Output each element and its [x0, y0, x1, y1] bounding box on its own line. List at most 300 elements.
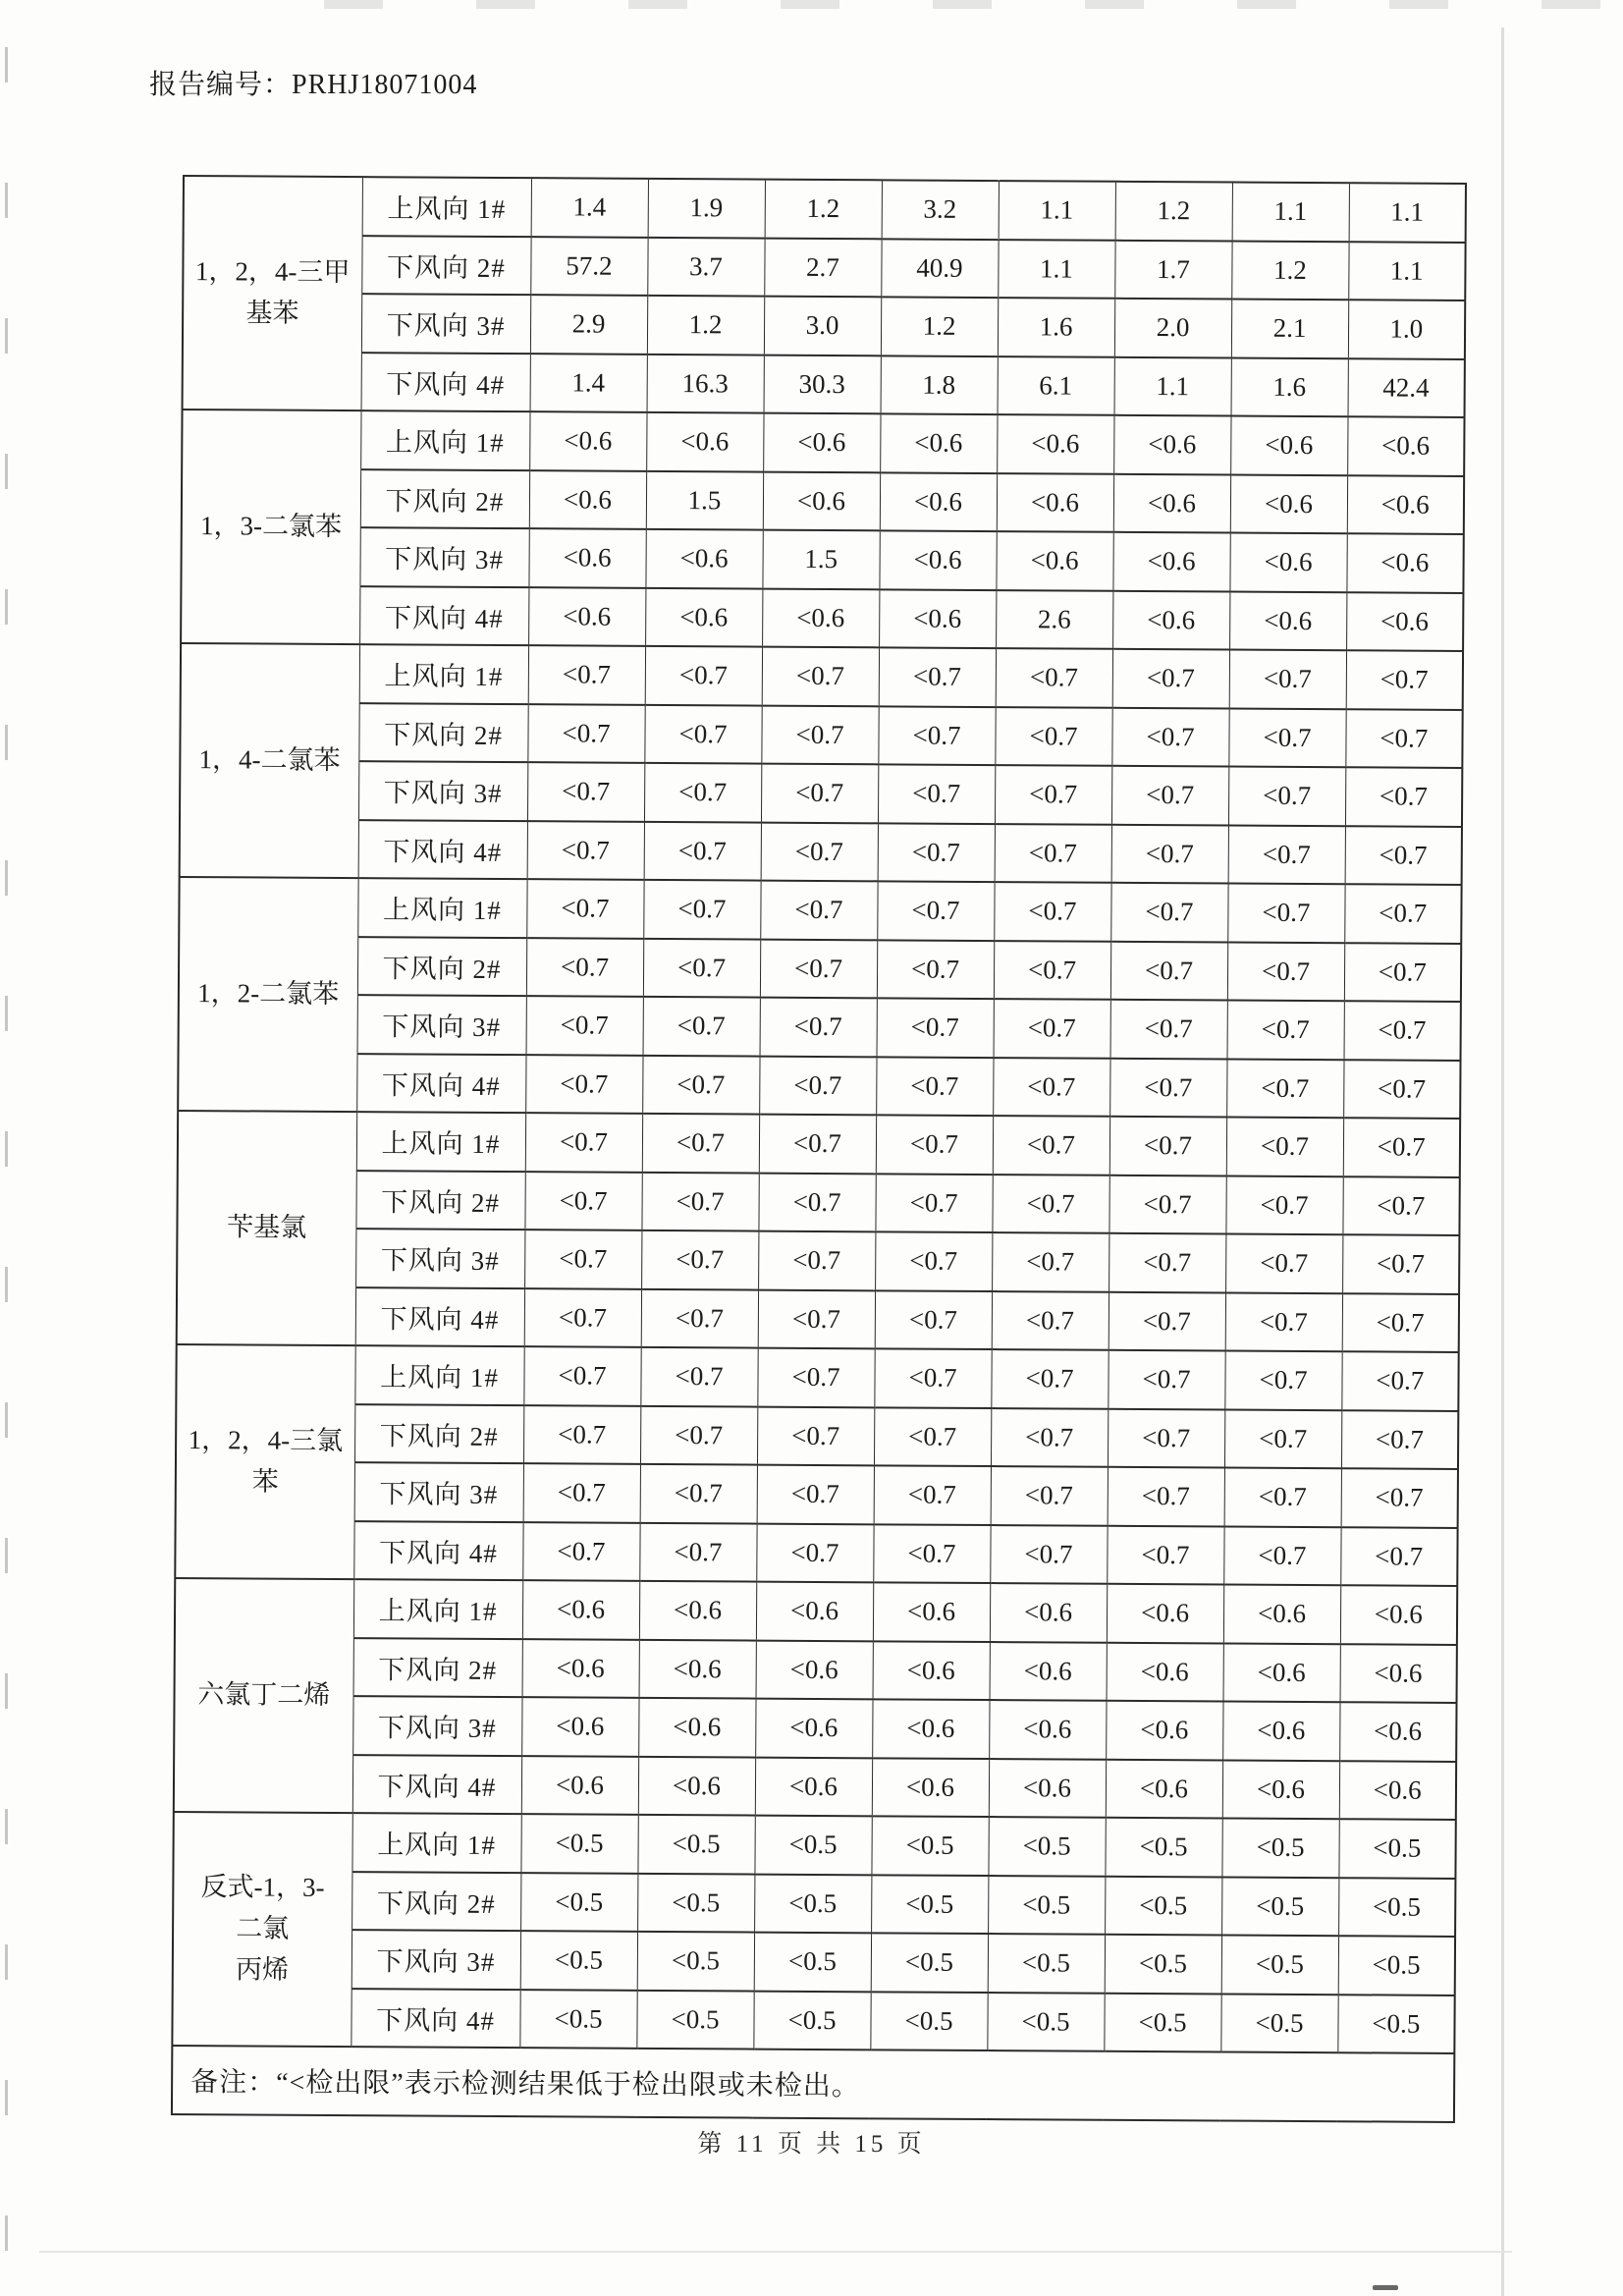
- result-value-cell: 16.3: [647, 354, 764, 412]
- result-value-cell: <0.5: [1220, 1994, 1337, 2052]
- result-value-cell: 1.2: [647, 296, 764, 355]
- table-row: [182, 468, 1464, 534]
- result-value-cell: <0.7: [639, 1522, 756, 1581]
- result-value-cell: <0.7: [875, 1290, 992, 1349]
- result-value-cell: <0.7: [995, 707, 1111, 766]
- result-value-cell: <0.6: [989, 1759, 1106, 1818]
- result-value-cell: 1.5: [762, 530, 879, 589]
- result-value-cell: <0.7: [761, 705, 878, 764]
- result-value-cell: <0.5: [754, 1874, 871, 1933]
- sampling-point-cell: 下风向 2#: [353, 1638, 522, 1698]
- result-value-cell: <0.5: [1105, 1935, 1221, 1994]
- result-value-cell: <0.7: [644, 763, 761, 822]
- table-row: [183, 235, 1465, 301]
- result-value-cell: <0.5: [871, 1933, 988, 1992]
- note-row: [172, 2046, 1454, 2122]
- result-value-cell: <0.7: [1346, 650, 1463, 709]
- sampling-point-cell: 下风向 2#: [354, 1404, 523, 1464]
- result-value-cell: <0.6: [528, 528, 645, 587]
- result-value-cell: <0.7: [1109, 1291, 1225, 1350]
- sampling-point-cell: 下风向 2#: [355, 1171, 524, 1230]
- result-value-cell: <0.6: [763, 471, 880, 530]
- result-value-cell: <0.6: [528, 587, 645, 646]
- result-value-cell: <0.6: [1340, 1585, 1457, 1644]
- result-value-cell: 1.4: [530, 354, 647, 412]
- result-value-cell: 1.1: [999, 181, 1115, 240]
- table-row: [177, 1228, 1459, 1293]
- result-value-cell: 1.7: [1114, 240, 1231, 299]
- result-value-cell: <0.7: [1224, 1351, 1341, 1410]
- result-value-cell: <0.7: [526, 996, 643, 1055]
- result-value-cell: 42.4: [1348, 358, 1465, 417]
- result-value-cell: <0.7: [873, 1524, 990, 1583]
- sampling-point-cell: 下风向 2#: [361, 236, 530, 296]
- result-value-cell: <0.6: [755, 1757, 872, 1816]
- result-value-cell: <0.6: [1347, 416, 1464, 475]
- result-value-cell: <0.7: [878, 823, 995, 882]
- sampling-point-cell: 下风向 4#: [359, 586, 528, 646]
- result-value-cell: <0.6: [1106, 1701, 1222, 1760]
- result-value-cell: <0.7: [876, 1115, 993, 1174]
- result-value-cell: <0.7: [1342, 1234, 1459, 1293]
- result-value-cell: <0.5: [870, 1992, 987, 2050]
- result-value-cell: <0.7: [1107, 1525, 1223, 1584]
- result-value-cell: <0.7: [526, 879, 643, 938]
- result-value-cell: <0.7: [759, 1056, 876, 1115]
- table-row: [179, 994, 1461, 1060]
- result-value-cell: <0.7: [874, 1348, 991, 1407]
- result-value-cell: <0.5: [753, 1991, 870, 2050]
- result-value-cell: <0.7: [879, 647, 996, 706]
- result-value-cell: <0.6: [1230, 416, 1347, 475]
- result-value-cell: <0.7: [878, 706, 995, 765]
- result-value-cell: <0.7: [1345, 826, 1462, 885]
- result-value-cell: <0.7: [524, 1288, 641, 1347]
- result-value-cell: 1.9: [648, 179, 765, 238]
- result-value-cell: <0.7: [1223, 1526, 1340, 1585]
- compound-name-cell: 1，2，4-三氯 苯: [175, 1344, 354, 1579]
- result-value-cell: <0.6: [1113, 473, 1230, 532]
- result-value-cell: <0.6: [1339, 1702, 1456, 1761]
- result-value-cell: <0.6: [1229, 591, 1346, 650]
- result-value-cell: <0.7: [876, 1057, 993, 1116]
- sampling-point-cell: 下风向 4#: [352, 1755, 521, 1815]
- result-value-cell: <0.7: [640, 1464, 757, 1523]
- result-value-cell: 40.9: [881, 239, 998, 298]
- result-value-cell: <0.6: [997, 414, 1113, 473]
- results-table: [171, 175, 1465, 2123]
- table-row: [173, 1870, 1455, 1936]
- result-value-cell: <0.7: [990, 1525, 1107, 1584]
- result-value-cell: <0.7: [1229, 650, 1346, 709]
- scan-speck: [1373, 2285, 1398, 2290]
- result-value-cell: <0.7: [762, 647, 879, 706]
- result-value-cell: <0.7: [1109, 1117, 1226, 1175]
- result-value-cell: <0.6: [989, 1700, 1106, 1759]
- result-value-cell: <0.7: [527, 762, 644, 821]
- result-value-cell: 1.5: [646, 470, 763, 529]
- result-value-cell: <0.7: [645, 646, 762, 705]
- result-value-cell: <0.7: [991, 1408, 1108, 1467]
- table-row: [175, 1578, 1457, 1644]
- result-value-cell: <0.7: [996, 648, 1112, 707]
- sampling-point-cell: 上风向 1#: [356, 1112, 525, 1172]
- result-value-cell: <0.6: [1106, 1759, 1222, 1818]
- result-value-cell: <0.7: [993, 1058, 1109, 1117]
- result-value-cell: <0.6: [879, 589, 996, 648]
- result-value-cell: <0.7: [524, 1230, 641, 1288]
- result-value-cell: <0.7: [1112, 649, 1229, 708]
- result-value-cell: 6.1: [998, 356, 1114, 415]
- result-value-cell: <0.5: [1104, 1993, 1220, 2051]
- result-value-cell: 1.2: [1115, 182, 1232, 241]
- sampling-point-cell: 下风向 3#: [361, 294, 530, 354]
- result-value-cell: 1.6: [1231, 357, 1348, 416]
- table-row: [174, 1695, 1456, 1761]
- result-value-cell: <0.7: [1227, 1001, 1344, 1060]
- sampling-point-cell: 下风向 4#: [353, 1521, 522, 1581]
- result-value-cell: <0.6: [997, 473, 1113, 532]
- result-value-cell: <0.7: [644, 821, 761, 880]
- result-value-cell: <0.6: [1229, 533, 1346, 592]
- result-value-cell: <0.7: [1228, 767, 1345, 826]
- result-value-cell: <0.7: [992, 1175, 1109, 1233]
- result-value-cell: <0.6: [522, 1580, 639, 1639]
- result-value-cell: <0.7: [523, 1346, 640, 1405]
- result-value-cell: 1.1: [1232, 183, 1349, 242]
- result-value-cell: <0.5: [871, 1816, 988, 1875]
- result-value-cell: <0.7: [875, 1174, 992, 1232]
- table-row: [176, 1461, 1458, 1527]
- result-value-cell: 1.1: [998, 240, 1114, 299]
- result-value-cell: <0.7: [1344, 943, 1461, 1002]
- result-value-cell: <0.6: [990, 1583, 1107, 1642]
- result-value-cell: <0.6: [1107, 1642, 1223, 1701]
- result-value-cell: <0.6: [1107, 1584, 1223, 1643]
- result-value-cell: <0.6: [639, 1581, 756, 1640]
- result-value-cell: <0.5: [1221, 1877, 1338, 1936]
- result-value-cell: <0.5: [520, 1873, 637, 1932]
- result-value-cell: <0.6: [879, 530, 996, 589]
- result-value-cell: <0.7: [874, 1407, 991, 1466]
- result-value-cell: <0.5: [754, 1933, 871, 1992]
- result-value-cell: <0.7: [760, 998, 877, 1057]
- table-row: [181, 584, 1463, 650]
- result-value-cell: <0.6: [990, 1642, 1107, 1701]
- result-value-cell: 2.1: [1231, 300, 1348, 358]
- result-value-cell: <0.7: [1228, 708, 1345, 767]
- result-value-cell: <0.6: [755, 1699, 872, 1758]
- result-value-cell: <0.7: [757, 1348, 874, 1407]
- result-value-cell: 1.6: [998, 298, 1114, 356]
- result-value-cell: <0.7: [759, 1115, 876, 1174]
- results-table-body: [172, 176, 1466, 2053]
- result-value-cell: <0.7: [991, 1349, 1108, 1408]
- result-value-cell: <0.6: [763, 413, 880, 472]
- result-value-cell: 30.3: [764, 355, 881, 413]
- result-value-cell: <0.7: [527, 821, 644, 880]
- compound-name-cell: 1，2，4-三甲 基苯: [183, 176, 362, 410]
- result-value-cell: <0.7: [760, 881, 877, 940]
- table-row: [183, 352, 1465, 417]
- result-value-cell: <0.6: [872, 1699, 989, 1758]
- result-value-cell: <0.7: [877, 881, 994, 940]
- sampling-point-cell: 上风向 1#: [360, 410, 529, 470]
- result-value-cell: 2.0: [1114, 299, 1231, 357]
- result-value-cell: 3.0: [764, 297, 881, 355]
- result-value-cell: <0.5: [987, 1993, 1104, 2051]
- result-value-cell: <0.7: [641, 1288, 758, 1347]
- result-value-cell: <0.7: [875, 1231, 992, 1290]
- result-value-cell: <0.7: [1227, 942, 1344, 1001]
- result-value-cell: <0.7: [1110, 941, 1227, 1000]
- result-value-cell: <0.6: [1347, 475, 1464, 534]
- table-row: [182, 410, 1464, 475]
- sampling-point-cell: 上风向 1#: [352, 1813, 520, 1873]
- result-value-cell: 3.7: [647, 237, 764, 296]
- sampling-point-cell: 下风向 2#: [352, 1872, 520, 1932]
- result-value-cell: <0.7: [1226, 1059, 1343, 1118]
- result-value-cell: <0.7: [995, 824, 1111, 883]
- note-text: 备注：“<检出限”表示检测结果低于检出限或未检出。: [172, 2046, 1454, 2122]
- sampling-point-cell: 下风向 3#: [354, 1462, 523, 1522]
- table-row: [173, 1929, 1455, 1995]
- result-value-cell: <0.7: [1341, 1351, 1458, 1410]
- result-value-cell: <0.7: [524, 1172, 641, 1230]
- result-value-cell: <0.7: [760, 939, 877, 998]
- result-value-cell: <0.7: [1345, 767, 1462, 826]
- sampling-point-cell: 下风向 4#: [355, 1287, 524, 1347]
- result-value-cell: <0.6: [756, 1640, 873, 1699]
- result-value-cell: <0.5: [1338, 1878, 1455, 1937]
- result-value-cell: <0.6: [529, 470, 646, 529]
- result-value-cell: <0.7: [757, 1406, 874, 1465]
- result-value-cell: <0.7: [1340, 1527, 1457, 1586]
- result-value-cell: <0.7: [1111, 824, 1228, 883]
- result-value-cell: <0.6: [1222, 1702, 1339, 1761]
- result-value-cell: <0.5: [1105, 1876, 1221, 1935]
- result-value-cell: <0.7: [878, 764, 995, 823]
- result-value-cell: <0.7: [994, 999, 1110, 1058]
- compound-name-cell: 六氯丁二烯: [174, 1578, 353, 1813]
- binding-marks: [5, 47, 8, 2251]
- result-value-cell: <0.7: [644, 704, 761, 763]
- result-value-cell: <0.7: [1111, 766, 1228, 825]
- result-value-cell: <0.7: [1342, 1176, 1459, 1235]
- result-value-cell: <0.7: [1111, 707, 1228, 766]
- sampling-point-cell: 下风向 4#: [351, 1989, 519, 2049]
- sampling-point-cell: 上风向 1#: [357, 878, 526, 938]
- result-value-cell: <0.7: [1344, 884, 1461, 943]
- result-value-cell: <0.6: [1230, 474, 1347, 533]
- result-value-cell: <0.7: [643, 938, 760, 997]
- sampling-point-cell: 下风向 2#: [357, 937, 526, 997]
- result-value-cell: <0.5: [988, 1876, 1105, 1935]
- result-value-cell: <0.6: [521, 1756, 638, 1815]
- result-value-cell: <0.7: [526, 938, 643, 997]
- result-value-cell: <0.7: [523, 1463, 640, 1522]
- sampling-point-cell: 下风向 2#: [360, 469, 529, 529]
- table-row: [178, 1052, 1460, 1118]
- result-value-cell: <0.7: [1343, 1118, 1460, 1176]
- result-value-cell: <0.7: [522, 1522, 639, 1581]
- result-value-cell: <0.6: [645, 529, 762, 588]
- result-value-cell: 1.1: [1349, 183, 1466, 242]
- page-edge-shadow: [1501, 27, 1504, 2296]
- result-value-cell: <0.7: [1345, 709, 1462, 768]
- result-value-cell: 57.2: [530, 237, 647, 296]
- result-value-cell: <0.7: [874, 1465, 991, 1524]
- result-value-cell: <0.7: [991, 1466, 1108, 1525]
- sampling-point-cell: 下风向 3#: [359, 527, 528, 587]
- result-value-cell: <0.7: [1228, 825, 1345, 884]
- result-value-cell: <0.7: [992, 1232, 1109, 1291]
- result-value-cell: <0.7: [640, 1405, 757, 1464]
- result-value-cell: <0.5: [988, 1817, 1105, 1876]
- result-value-cell: <0.6: [638, 1756, 755, 1815]
- sampling-point-cell: 下风向 2#: [358, 703, 527, 763]
- result-value-cell: <0.6: [1113, 415, 1230, 474]
- result-value-cell: 1.2: [1231, 241, 1348, 300]
- table-row: [177, 1285, 1459, 1351]
- result-value-cell: <0.5: [1221, 1935, 1338, 1994]
- result-value-cell: <0.7: [758, 1173, 875, 1231]
- table-row: [173, 1812, 1455, 1878]
- result-value-cell: 1.2: [881, 297, 998, 355]
- table-row: [175, 1519, 1457, 1585]
- result-value-cell: <0.7: [1225, 1175, 1342, 1234]
- result-value-cell: <0.7: [1110, 883, 1227, 942]
- result-value-cell: <0.7: [641, 1230, 758, 1289]
- result-value-cell: <0.7: [1224, 1409, 1341, 1468]
- result-value-cell: <0.7: [877, 998, 994, 1057]
- result-value-cell: <0.6: [873, 1582, 990, 1641]
- result-value-cell: <0.6: [1223, 1643, 1340, 1702]
- result-value-cell: <0.5: [1221, 1818, 1338, 1877]
- sampling-point-cell: 下风向 3#: [357, 995, 526, 1055]
- table-row: [180, 818, 1462, 884]
- result-value-cell: <0.6: [645, 587, 762, 646]
- result-value-cell: <0.6: [1112, 532, 1229, 591]
- result-value-cell: 1.8: [881, 355, 998, 414]
- result-value-cell: <0.5: [1105, 1818, 1221, 1877]
- result-value-cell: 1.1: [1114, 356, 1231, 415]
- table-row: [176, 1344, 1458, 1410]
- page-number: 第 11 页 共 15 页: [697, 2131, 926, 2158]
- table-row: [183, 293, 1465, 358]
- result-value-cell: <0.6: [1339, 1761, 1456, 1820]
- result-value-cell: <0.5: [520, 1931, 637, 1990]
- result-value-cell: <0.5: [637, 1815, 754, 1874]
- sampling-point-cell: 上风向 1#: [353, 1579, 522, 1639]
- sampling-point-cell: 下风向 3#: [358, 761, 527, 821]
- result-value-cell: <0.6: [1223, 1585, 1340, 1644]
- result-value-cell: <0.6: [1346, 533, 1463, 592]
- result-value-cell: <0.7: [523, 1405, 640, 1464]
- table-row: [175, 1636, 1457, 1702]
- result-value-cell: <0.6: [1112, 590, 1229, 649]
- scan-smudge: [324, 0, 1620, 9]
- sampling-point-cell: 下风向 3#: [355, 1229, 524, 1288]
- result-value-cell: <0.5: [636, 1990, 753, 2049]
- result-value-cell: <0.7: [525, 1055, 642, 1114]
- result-value-cell: <0.7: [761, 822, 878, 881]
- sampling-point-cell: 下风向 4#: [358, 820, 527, 880]
- result-value-cell: 1.4: [531, 178, 648, 237]
- result-value-cell: <0.6: [639, 1639, 756, 1698]
- result-value-cell: <0.7: [1343, 1060, 1460, 1119]
- result-value-cell: <0.7: [527, 704, 644, 763]
- compound-name-cell: 反式-1，3- 二氯 丙烯: [172, 1812, 352, 2047]
- result-value-cell: <0.6: [521, 1697, 638, 1756]
- sampling-point-cell: 上风向 1#: [359, 644, 528, 704]
- result-value-cell: <0.5: [1338, 1819, 1455, 1878]
- sampling-point-cell: 下风向 4#: [361, 353, 530, 412]
- result-value-cell: <0.6: [762, 588, 879, 647]
- table-row: [174, 1753, 1456, 1819]
- result-value-cell: <0.7: [643, 997, 760, 1056]
- result-value-cell: <0.7: [1344, 1001, 1461, 1060]
- result-value-cell: <0.7: [642, 1055, 759, 1114]
- result-value-cell: <0.6: [873, 1641, 990, 1700]
- result-value-cell: 3.2: [882, 180, 999, 239]
- result-value-cell: <0.6: [1346, 592, 1463, 651]
- results-table-grid: [171, 175, 1467, 2123]
- scan-edge-line: [39, 2251, 1512, 2253]
- table-row: [178, 1111, 1460, 1176]
- table-row: [181, 526, 1463, 592]
- table-row: [177, 1169, 1459, 1234]
- result-value-cell: <0.7: [1108, 1408, 1224, 1467]
- result-value-cell: <0.7: [877, 940, 994, 999]
- compound-name-cell: 1，4-二氯苯: [180, 643, 359, 878]
- compound-name-cell: 苄基氯: [177, 1111, 356, 1345]
- result-value-cell: <0.7: [995, 765, 1111, 824]
- result-value-cell: <0.6: [646, 412, 763, 471]
- table-row: [181, 643, 1463, 709]
- result-value-cell: 1.0: [1348, 300, 1465, 358]
- sampling-point-cell: 上风向 1#: [354, 1345, 523, 1405]
- result-value-cell: <0.7: [992, 1291, 1109, 1350]
- result-value-cell: <0.5: [1337, 1995, 1454, 2053]
- result-value-cell: <0.7: [1109, 1058, 1226, 1117]
- result-value-cell: <0.5: [871, 1875, 988, 1934]
- result-value-cell: <0.6: [872, 1758, 989, 1817]
- result-value-cell: <0.5: [1338, 1936, 1455, 1995]
- sampling-point-cell: 下风向 4#: [356, 1054, 525, 1114]
- result-value-cell: <0.7: [758, 1231, 875, 1290]
- result-value-cell: <0.7: [525, 1113, 642, 1172]
- result-value-cell: <0.7: [1224, 1468, 1341, 1527]
- compound-name-cell: 1，3-二氯苯: [181, 410, 360, 644]
- result-value-cell: <0.7: [1341, 1468, 1458, 1527]
- result-value-cell: <0.7: [994, 882, 1110, 941]
- compound-name-cell: 1，2-二氯苯: [178, 877, 357, 1112]
- table-row: [180, 701, 1462, 767]
- result-value-cell: <0.5: [520, 1814, 637, 1873]
- result-value-cell: <0.6: [996, 531, 1112, 590]
- table-row: [179, 935, 1461, 1001]
- result-value-cell: <0.7: [1225, 1234, 1342, 1293]
- result-value-cell: <0.6: [880, 413, 997, 472]
- result-value-cell: <0.6: [756, 1582, 873, 1641]
- table-row: [176, 1402, 1458, 1468]
- table-row: [180, 760, 1462, 826]
- result-value-cell: <0.7: [1341, 1410, 1458, 1469]
- result-value-cell: <0.5: [519, 1990, 636, 2049]
- result-value-cell: <0.7: [641, 1172, 758, 1230]
- table-row: [172, 1987, 1454, 2052]
